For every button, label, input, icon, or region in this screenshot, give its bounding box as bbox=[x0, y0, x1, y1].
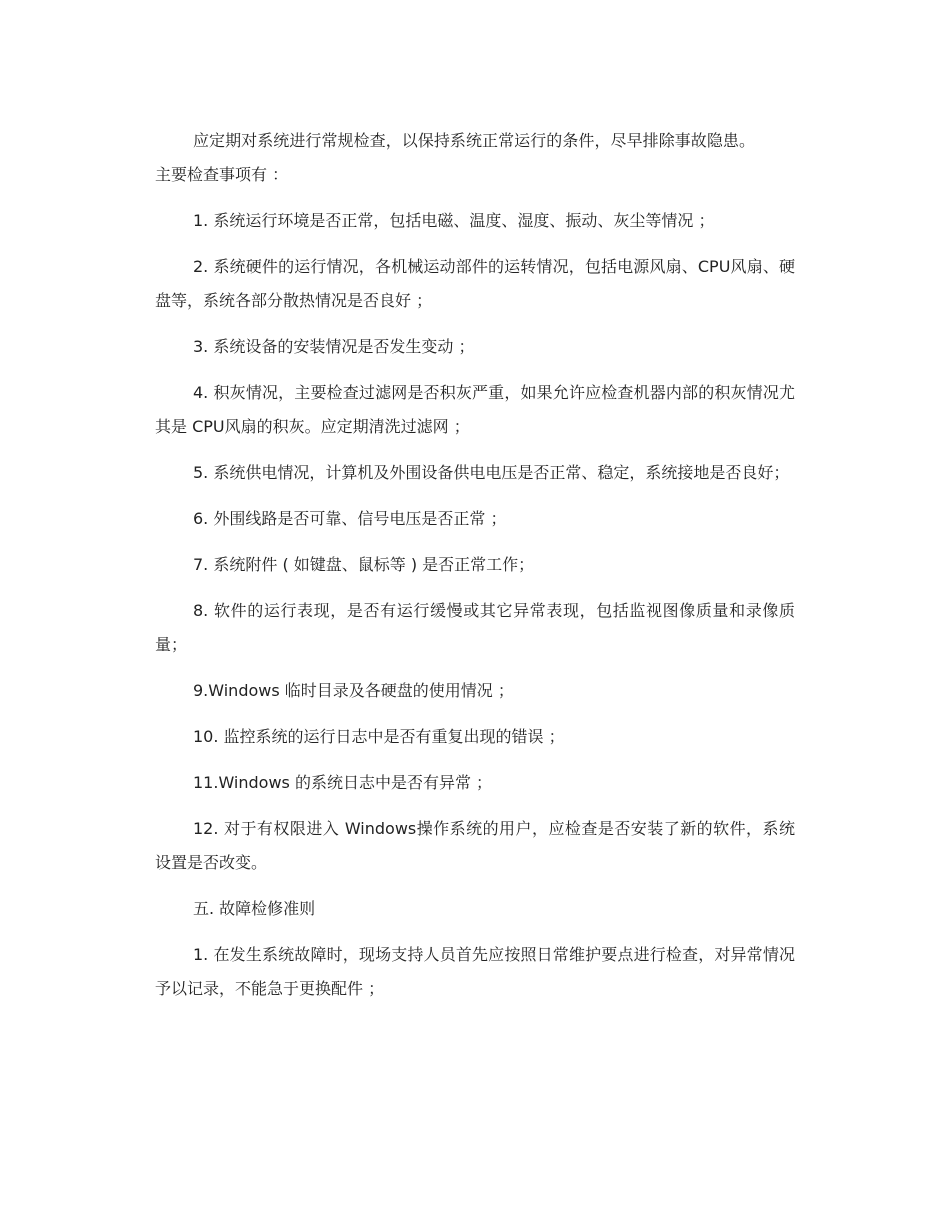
body-text bbox=[155, 124, 795, 1018]
section-heading-5: 五. 故障检修准则 bbox=[193, 899, 316, 918]
check-item-4: 4. 积灰情况，主要检查过滤网是否积灰严重，如果允许应检查机器内部的积灰情况尤其是 CPU风扇的积灰。应定期清洗过滤网 ； bbox=[155, 383, 795, 436]
check-item-3: 3. 系统设备的安装情况是否发生变动 ； bbox=[193, 337, 475, 356]
check-item-9: 9.Windows 临时目录及各硬盘的使用情况 ； bbox=[193, 681, 514, 700]
check-item-7: 7. 系统附件 ( 如键盘、鼠标等 ) 是否正常工作； bbox=[193, 555, 535, 574]
check-item-11: 11.Windows 的系统日志中是否有异常 ； bbox=[193, 773, 493, 792]
check-item-8: 8. 软件的运行表现，是否有运行缓慢或其它异常表现，包括监视图像质量和录像质量； bbox=[155, 601, 795, 654]
check-item-6: 6. 外围线路是否可靠、信号电压是否正常 ； bbox=[193, 509, 507, 528]
intro-paragraph: 应定期对系统进行常规检查，以保持系统正常运行的条件，尽早排除事故隐患。主要检查事项有 ： bbox=[155, 131, 755, 184]
check-item-5: 5. 系统供电情况，计算机及外围设备供电电压是否正常、稳定，系统接地是否良好； bbox=[193, 463, 790, 482]
check-item-1: 1. 系统运行环境是否正常，包括电磁、温度、湿度、振动、灰尘等情况 ； bbox=[193, 211, 715, 230]
rule-item-1: 1. 在发生系统故障时，现场支持人员首先应按照日常维护要点进行检查，对异常情况予以记录，不能急于更换配件 ； bbox=[155, 945, 795, 998]
check-item-12: 12. 对于有权限进入 Windows操作系统的用户，应检查是否安装了新的软件，系统设置是否改变。 bbox=[155, 819, 795, 872]
check-item-10: 10. 监控系统的运行日志中是否有重复出现的错误 ； bbox=[193, 727, 565, 746]
check-item-2: 2. 系统硬件的运行情况，各机械运动部件的运转情况，包括电源风扇、CPU风扇、硬盘等，系统各部分散热情况是否良好 ； bbox=[155, 257, 795, 310]
